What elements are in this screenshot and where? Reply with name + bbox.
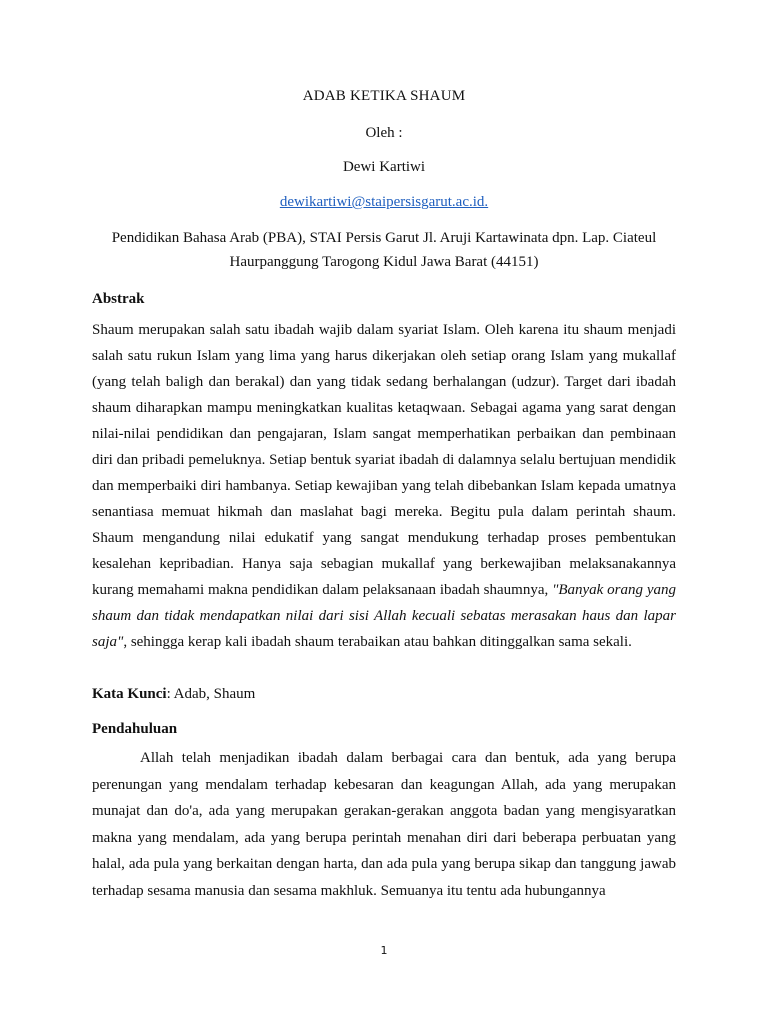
abstract-paragraph xyxy=(92,317,676,655)
abstract-section xyxy=(92,317,676,655)
introduction-paragraph: Allah telah menjadikan ibadah dalam berbagai cara dan bentuk, ada yang berupa perenungan yang mendalam terhadap kebesaran dan keagungan Allah, ada yang merupakan munajat dan do'a, ada yang merupakan gerakan-gerakan anggota badan yang mengisyaratkan makna yang mendalam, ada yang berupa perintah menahan diri dari beberapa perbuatan yang halal, ada pula yang berkaitan dengan harta, dan ada pula yang berupa sikap dan tanggung jawab terhadap sesama manusia dan sesama makhluk. Semuanya itu tentu ada hubungannya xyxy=(92,750,676,899)
abstract-heading: Abstrak xyxy=(92,291,145,307)
abstract-quote: "Banyak orang yang shaum dan tidak mendapatkan nilai dari sisi Allah kecuali sebatas merasakan haus dan lapar saja" xyxy=(92,582,676,650)
keywords-label: Kata Kunci xyxy=(92,686,167,702)
keywords-value: : Adab, Shaum xyxy=(166,686,256,702)
author-label: Oleh : xyxy=(365,125,403,141)
author-email-link[interactable]: dewikartiwi@staipersisgarut.ac.id. xyxy=(279,194,489,210)
affiliation-line-2: Haurpanggung Tarogong Kidul Jawa Barat (44151) xyxy=(229,254,539,270)
abstract-text-after-quote: , sehingga kerap kali ibadah shaum terabaikan atau bahkan ditinggalkan sama sekali. xyxy=(123,634,632,650)
author-name: Dewi Kartiwi xyxy=(342,159,426,175)
introduction-section xyxy=(92,745,676,905)
keywords-line xyxy=(92,681,676,707)
page-number: 1 xyxy=(380,944,388,957)
document-title: ADAB KETIKA SHAUM xyxy=(302,88,466,104)
abstract-text-before-quote: Shaum merupakan salah satu ibadah wajib dalam syariat Islam. Oleh karena itu shaum menjadi salah satu rukun Islam yang lima yang harus dikerjakan oleh setiap orang Islam yang mukallaf (yang telah baligh dan berakal) dan yang tidak sedang berhalangan (udzur). Target dari ibadah shaum diharapkan mampu meningkatkan kualitas ketaqwaan. Sebagai agama yang sarat dengan nilai-nilai pendidikan dan pengajaran, Islam sangat memperhatikan perbaikan dan pembinaan diri dan pribadi pemeluknya. Setiap bentuk syariat ibadah di dalamnya selalu bertujuan mendidik dan memperbaiki diri hambanya. Setiap kewajiban yang telah dibebankan Islam kepada umatnya senantiasa memuat hikmah dan maslahat bagi mereka. Begitu pula dalam perintah shaum. Shaum mengandung nilai edukatif yang sangat mendukung terhadap proses pembentukan kesalehan kepribadian. Hanya saja sebagian mukallaf yang berkewajiban melaksanakannya kurang memahami makna pendidikan dalam pelaksanaan ibadah shaumnya, xyxy=(92,322,676,598)
affiliation-line-1: Pendidikan Bahasa Arab (PBA), STAI Persis Garut Jl. Aruji Kartawinata dpn. Lap. Ciateul xyxy=(111,230,657,246)
introduction-heading: Pendahuluan xyxy=(92,721,178,737)
